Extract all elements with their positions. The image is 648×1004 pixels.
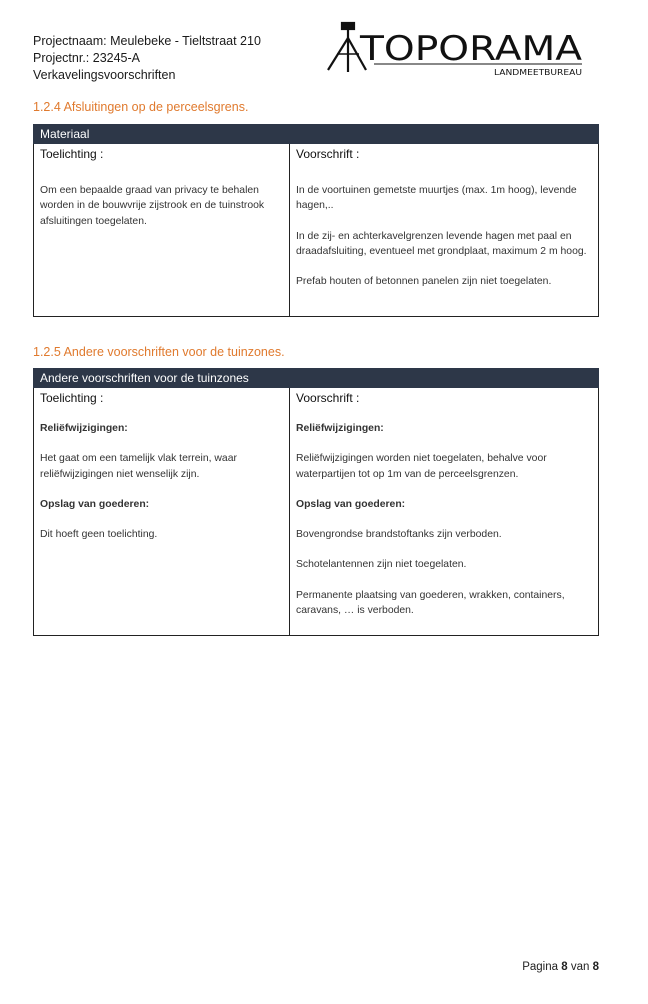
regulation-text: In de zij- en achterkavelgrenzen levende hagen met paal en draadafsluiting, eventueel met grondplaat, maximum 2 m hoog. — [296, 230, 587, 257]
page-middle: van — [570, 961, 590, 973]
relief-label: Reliëfwijzigingen: — [40, 423, 128, 434]
total-pages: 8 — [592, 961, 599, 973]
table-header: Materiaal — [34, 125, 599, 144]
section-1-2-5-title: 1.2.5 Andere voorschriften voor de tuinzones. — [33, 345, 285, 359]
storage-label: Opslag van goederen: — [296, 498, 406, 510]
storage-text: Permanente plaatsing van goederen, wrakken, containers, caravans, … is verboden. — [296, 589, 565, 617]
garden-rules-table — [33, 368, 599, 636]
section-1-2-4-title: 1.2.4 Afsluitingen op de perceelsgrens. — [33, 100, 249, 114]
document-header — [33, 33, 261, 84]
regulation-text: Prefab houten of betonnen panelen zijn niet toegelaten. — [296, 276, 552, 288]
regulation-heading: Voorschrift : — [296, 391, 360, 405]
regulation-heading: Voorschrift : — [296, 147, 360, 161]
project-number: Projectnr.: 23245-A — [33, 51, 141, 65]
relief-label: Reliëfwijzigingen: — [296, 423, 384, 434]
relief-text: Reliëfwijzigingen worden niet toegelaten, behalve voor waterpartijen tot op 1m van de perceelsgrenzen. — [296, 453, 547, 480]
table-header: Andere voorschriften voor de tuinzones — [34, 369, 599, 388]
explanation-text: Om een bepaalde graad van privacy te behalen worden in de bouwvrije zijstrook en de tuinstrook afsluitingen toegelaten. — [40, 185, 265, 227]
relief-text: Het gaat om een tamelijk vlak terrein, waar reliëfwijzigingen niet wenselijk zijn. — [40, 453, 237, 480]
regulation-cell — [290, 144, 599, 317]
explanation-cell — [34, 388, 290, 636]
storage-text: Bovengrondse brandstoftanks zijn verboden. — [296, 529, 502, 541]
page-prefix: Pagina — [522, 961, 559, 973]
explanation-heading: Toelichting : — [40, 391, 104, 405]
logo-wordmark: TOPORAMA — [358, 29, 582, 69]
document-type: Verkavelingsvoorschriften — [33, 68, 176, 82]
explanation-heading: Toelichting : — [40, 147, 104, 161]
storage-label: Opslag van goederen: — [40, 498, 150, 510]
regulation-text: In de voortuinen gemetste muurtjes (max. 1m hoog), levende hagen,.. — [296, 185, 577, 212]
storage-text: Schotelantennen zijn niet toegelaten. — [296, 559, 467, 571]
toporama-logo — [322, 20, 584, 82]
explanation-cell — [34, 144, 290, 317]
fencing-rules-table — [33, 124, 599, 317]
project-name: Projectnaam: Meulebeke - Tieltstraat 210 — [33, 34, 261, 48]
current-page: 8 — [561, 961, 568, 973]
page-number — [522, 961, 599, 973]
regulation-cell — [290, 388, 599, 636]
storage-text: Dit hoeft geen toelichting. — [40, 529, 158, 541]
logo-tagline: LANDMEETBUREAU — [494, 68, 583, 77]
